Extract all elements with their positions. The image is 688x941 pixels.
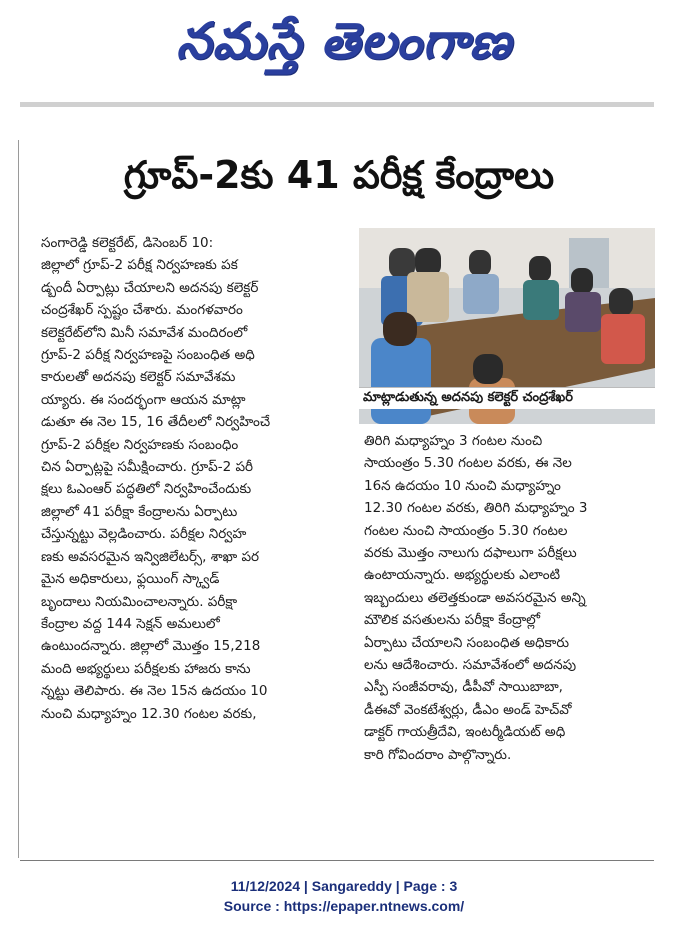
article-text-line: డీఈవో వెంకటేశ్వర్లు, డీఎం అండ్ హెచ్‌వో — [364, 701, 572, 718]
article-text-line: కారి గోవిందరాం పాల్గొన్నారు. — [364, 746, 512, 763]
article-text-line: కేంద్రాల వద్ద 144 సెక్షన్ అమలులో — [41, 615, 220, 632]
article-text-line: 16న ఉదయం 10 నుంచి మధ్యాహ్నం — [364, 477, 561, 494]
article-text-line: జిల్లాలో 41 పరీక్షా కేంద్రాలను ఏర్పాటు — [41, 503, 238, 520]
article-text-line: మౌలిక వసతులను పరీక్షా కేంద్రాల్లో — [364, 612, 541, 629]
article-text-line: ణకు అవసరమైన ఇన్విజిలేటర్స్, శాఖా పర — [41, 548, 260, 565]
footer-source-line: Source : https://epaper.ntnews.com/ — [223, 898, 465, 914]
photo-caption: మాట్లాడుతున్న అదనపు కలెక్టర్ చంద్రశేఖర్ — [359, 387, 655, 409]
article-text-line: గంటల నుంచి సాయంత్రం 5.30 గంటల — [364, 522, 568, 539]
article-text-line: మంది అభ్యర్థులు పరీక్షలకు హాజరు కాను — [41, 660, 251, 677]
article-text-line: డాక్టర్ గాయత్రీదేవి, ఇంటర్మీడియట్ అధి — [364, 724, 566, 741]
article-text-line: చిన ఏర్పాట్లపై సమీక్షించారు. గ్రూప్-2 పరీ — [41, 459, 254, 476]
article-left-column — [41, 232, 359, 725]
article-text-line: సంగారెడ్డి కలెక్టరేట్, డిసెంబర్ 10: — [41, 235, 214, 251]
masthead — [0, 0, 688, 95]
article-text-line: చేస్తున్నట్టు వెల్లడించారు. పరీక్షల నిర్వహ — [41, 526, 247, 543]
masthead-title: నమస్తే తెలంగాణ — [176, 12, 512, 70]
article-text-line: ఇబ్బందులు తలెత్తకుండా అవసరమైన అన్ని — [364, 589, 586, 606]
article-text-line: కలెక్టరేట్‌లోని మినీ సమావేశ మందిరంలో — [41, 324, 248, 341]
article-text-line: లను ఆదేశించారు. సమావేశంలో అదనపు — [364, 657, 577, 674]
article-text-line: జిల్లాలో గ్రూప్-2 పరీక్ష నిర్వహణకు పక — [41, 257, 238, 274]
article-text-line: డ్బందీ ఏర్పాట్లు చేయాలని అదనపు కలెక్టర్ — [41, 279, 259, 296]
article-text-line: నుంచి మధ్యాహ్నం 12.30 గంటల వరకు, — [41, 705, 257, 722]
article-right-column — [364, 430, 654, 766]
article-text-line: సాయంత్రం 5.30 గంటల వరకు, ఈ నెల — [364, 455, 572, 472]
masthead-divider — [20, 102, 654, 107]
article-text-line: మైన అధికారులు, ఫ్లయింగ్ స్క్వాడ్ — [41, 571, 220, 588]
article-text-line: వరకు మొత్తం నాలుగు దఫాలుగా పరీక్షలు — [364, 545, 577, 562]
article-text-line: న్నట్టు తెలిపారు. ఈ నెల 15న ఉదయం 10 — [41, 683, 268, 700]
article-text-line: డుతూ ఈ నెల 15, 16 తేదీలలో నిర్వహించే — [41, 414, 271, 431]
article — [18, 140, 659, 858]
article-text-line: ఎస్పీ సంజీవరావు, డీపీవో సాయిబాబా, — [364, 679, 563, 696]
article-text-line: చంద్రశేఖర్ స్పష్టం చేశారు. మంగళవారం — [41, 302, 243, 319]
article-text-line: క్షలు ఓఎంఆర్ పద్ధతిలో నిర్వహించేందుకు — [41, 481, 252, 498]
article-text-line: తిరిగి మధ్యాహ్నం 3 గంటల నుంచి — [364, 433, 543, 449]
article-text-line: గ్రూప్-2 పరీక్షల నిర్వహణకు సంబంధిం — [41, 436, 239, 453]
article-text-line: ఏర్పాటు చేయాలని సంబంధిత అధికారు — [364, 634, 570, 651]
article-text-line: బృందాలు నియమించాలన్నారు. పరీక్షా — [41, 593, 238, 610]
footer-date-line: 11/12/2024 | Sangareddy | Page : 3 — [230, 878, 458, 894]
article-headline: గ్రూప్-2కు 41 పరీక్ష కేంద్రాలు — [123, 153, 555, 197]
footer — [0, 876, 688, 916]
article-text-line: ఉంటుందన్నారు. జిల్లాలో మొత్తం 15,218 — [41, 638, 261, 655]
article-text-line: కారులతో అదనపు కలెక్టర్ సమావేశమ — [41, 369, 236, 386]
footer-divider — [20, 860, 654, 861]
article-text-line: 12.30 గంటల వరకు, తిరిగి మధ్యాహ్నం 3 — [364, 500, 588, 517]
article-text-line: య్యారు. ఈ సందర్భంగా ఆయన మాట్లా — [41, 391, 246, 408]
article-text-line: గ్రూప్-2 పరీక్ష నిర్వహణపై సంబంధిత అధి — [41, 347, 255, 364]
article-text-line: ఉంటాయన్నారు. అభ్యర్థులకు ఎలాంటి — [364, 567, 561, 584]
